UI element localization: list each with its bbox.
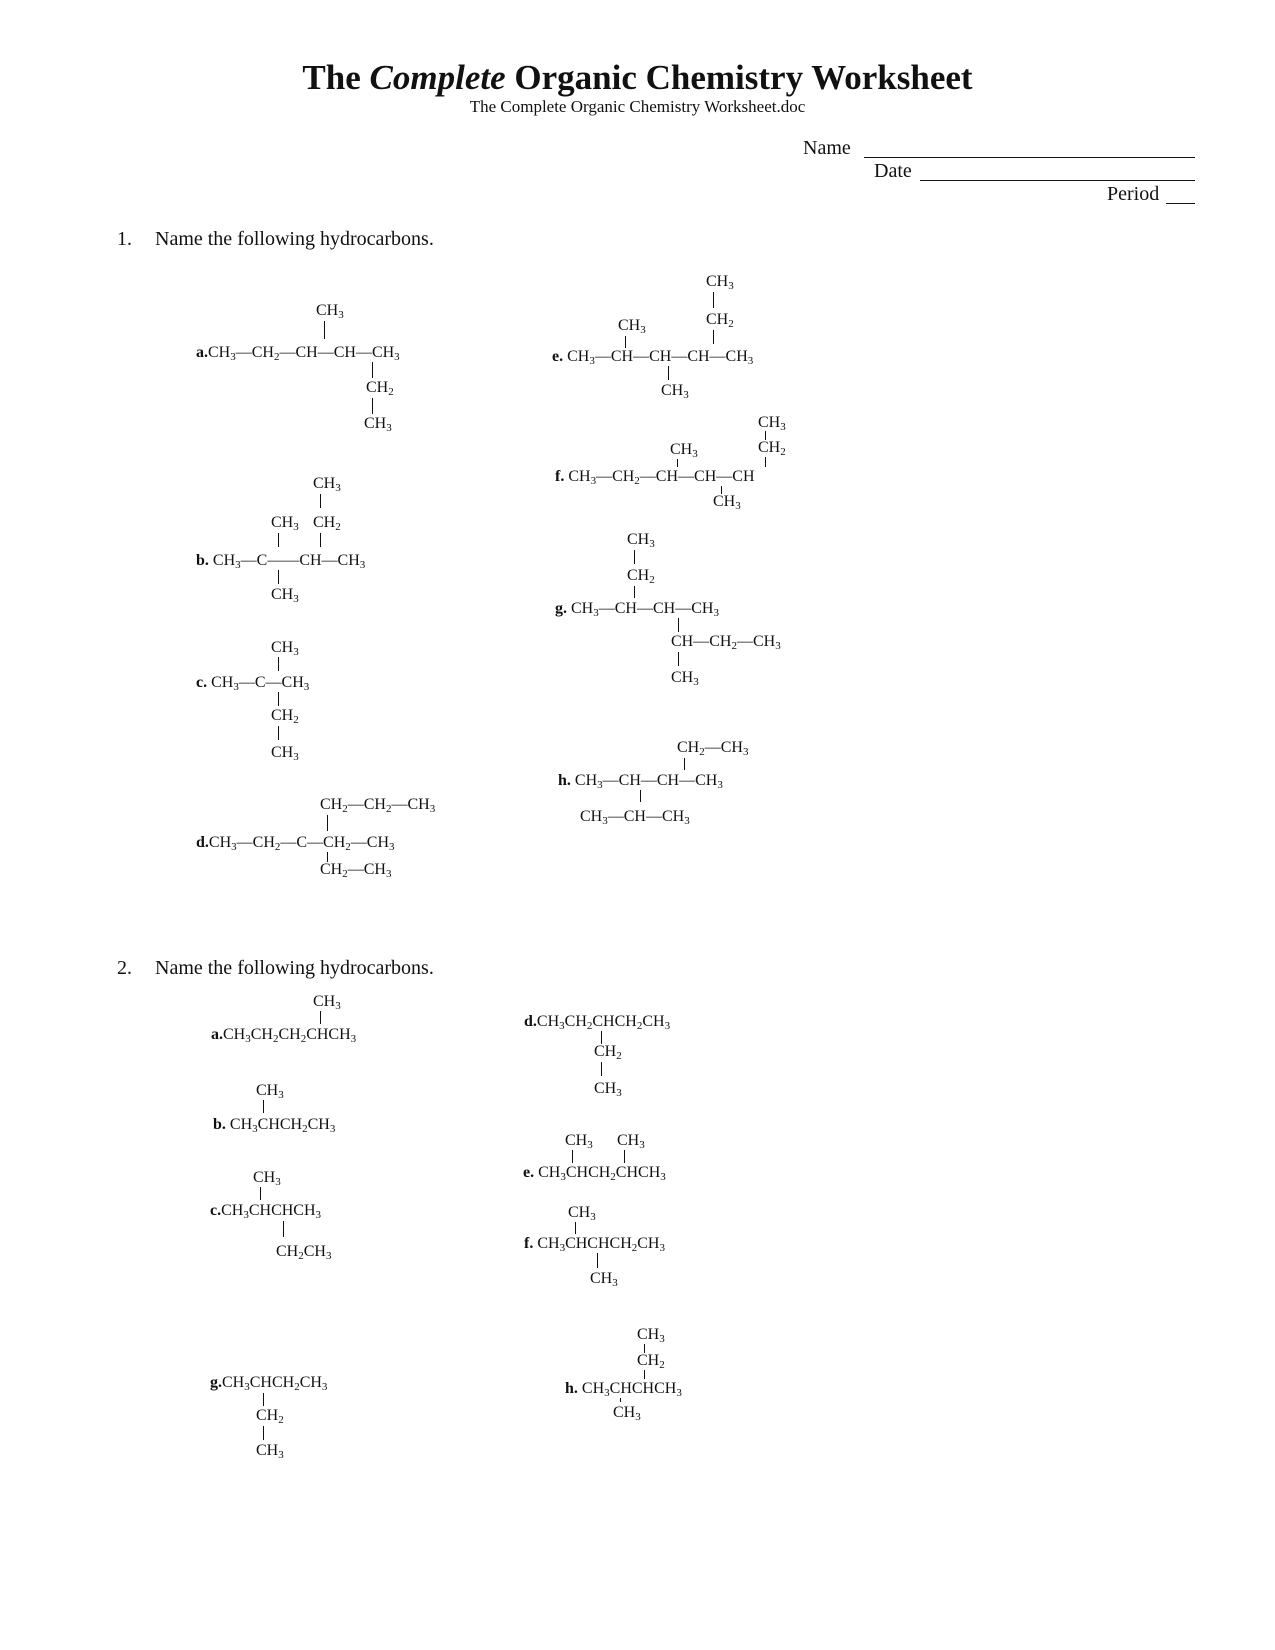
group-ch3: $CH_3$ [364,415,392,434]
group-ch3: $CH_3$ [670,441,698,460]
chain-main: c. $CH_3—C—CH_3$ [196,674,310,693]
formula-2h: h. $CH_3CHCHCH_3$ [565,1380,682,1399]
group-ch3: $CH_3$ [758,414,786,433]
page-title: The Complete Organic Chemistry Worksheet [302,58,973,97]
group-ch2: $CH_2$ [637,1352,665,1371]
chain-main: g. $CH_3—CH—CH—CH_3$ [555,600,719,619]
chain-main: $d.CH_3—CH_2—C—CH_2—CH_3$ [196,834,395,853]
group-ch3: $CH_3$ [565,1132,593,1151]
group-ch2: $CH_2$ [366,379,394,398]
document-filename: The Complete Organic Chemistry Worksheet.doc [469,97,806,116]
bond [684,758,685,770]
bond [640,790,641,802]
formula-2g: $g.CH_3CHCH_2CH_3$ [210,1374,328,1393]
bond [372,398,373,414]
formula-2c-branch: $CH_2CH_3$ [276,1243,332,1262]
chain-main: f. $CH_3—CH_2—CH—CH—CH$ [555,468,755,487]
bond [634,586,635,598]
group-ch3: $CH_3$ [671,669,699,688]
group-ch3: $CH_3$ [661,382,689,401]
group-ch3: $CH_3$ [713,493,741,512]
period-field-line[interactable] [1166,203,1195,204]
group-ch3: $CH_3$ [617,1132,645,1151]
formula-2d: $d.CH_3CH_2CHCH_2CH_3$ [524,1013,671,1032]
bond [575,1222,576,1234]
bond [278,657,279,671]
bond [263,1100,264,1113]
bond [644,1370,645,1379]
bond [320,1011,321,1024]
group-ch2: $CH_2$ [594,1043,622,1062]
formula-2e: e. $CH_3CHCH_2CHCH_3$ [523,1164,666,1183]
bond [260,1187,261,1200]
bond [263,1426,264,1440]
name-label: Name [803,137,851,159]
group-ch3: $CH_3$ [627,531,655,550]
bond [372,362,373,378]
bond [625,336,626,348]
question-2-prompt: Name the following hydrocarbons. [155,957,434,979]
group-ch3: $CH_3$ [271,586,299,605]
bond [572,1150,573,1163]
bond [668,366,669,380]
group-ch3: $CH_3$ [271,514,299,533]
group-ch3: $CH_3$ [590,1270,618,1289]
group-ch3: $CH_3$ [313,475,341,494]
bond [263,1393,264,1406]
group-ch3: $CH_3$ [618,317,646,336]
group-ch3: $CH_3$ [256,1442,284,1461]
bond [324,321,325,339]
chain-main: $a.CH_3—CH_2—CH—CH—CH_3$ [196,344,400,363]
bond [278,692,279,706]
bond [678,652,679,666]
bond [601,1062,602,1076]
branch-ethyl: $CH_2—CH_3$ [677,739,749,758]
bond [713,330,714,344]
bond [278,533,279,547]
date-field-line[interactable] [920,180,1195,181]
bond [677,459,678,467]
group-ch3: $CH_3$ [256,1082,284,1101]
bond [283,1221,284,1237]
group-ch3: $CH_3$ [568,1204,596,1223]
branch-isopropyl: $CH_3—CH—CH_3$ [580,808,690,827]
bond [713,292,714,308]
question-1-number: 1. [117,228,132,250]
branch-propyl: $CH_2—CH_2—CH_3$ [320,796,436,815]
branch-ethyl: $CH_2—CH_3$ [320,861,392,880]
group-ch3: $CH_3$ [637,1326,665,1345]
bond [634,550,635,564]
chain-main: e. $CH_3—CH—CH—CH—CH_3$ [552,348,754,367]
group-ch3: $CH_3$ [706,273,734,292]
bond [620,1398,621,1402]
question-1-prompt: Name the following hydrocarbons. [155,228,434,250]
group-ch3: $CH_3$ [613,1404,641,1423]
group-ch3: $CH_3$ [253,1169,281,1188]
formula-2c: $c.CH_3CHCHCH_3$ [210,1202,322,1221]
bond [320,494,321,508]
bond [765,457,766,467]
bond [320,533,321,547]
group-ch2: $CH_2$ [256,1407,284,1426]
group-ch3: $CH_3$ [271,639,299,658]
chain-main: b. $CH_3—C——CH—CH_3$ [196,552,366,571]
bond [678,618,679,632]
formula-2a: $a.CH_3CH_2CH_2CHCH_3$ [211,1026,357,1045]
formula-2b: b. $CH_3CHCH_2CH_3$ [213,1116,336,1135]
group-ch2: $CH_2$ [313,514,341,533]
bond [327,815,328,831]
name-field-line[interactable] [864,157,1195,158]
period-label: Period [1107,183,1160,205]
bond [278,570,279,584]
group-ch2: $CH_2$ [271,707,299,726]
bond [624,1150,625,1163]
chain-main: h. $CH_3—CH—CH—CH_3$ [558,772,723,791]
group-ch3: $CH_3$ [271,744,299,763]
branch-chain: $CH—CH_2—CH_3$ [671,633,781,652]
group-ch2: $CH_2$ [706,311,734,330]
bond [597,1253,598,1268]
group-ch2: $CH_2$ [627,567,655,586]
group-ch3: $CH_3$ [316,302,344,321]
group-ch2: $CH_2$ [758,439,786,458]
bond [278,726,279,740]
formula-2f: f. $CH_3CHCHCH_2CH_3$ [524,1235,665,1254]
group-ch3: $CH_3$ [594,1080,622,1099]
question-2-number: 2. [117,957,132,979]
date-label: Date [874,160,912,182]
group-ch3: $CH_3$ [313,993,341,1012]
